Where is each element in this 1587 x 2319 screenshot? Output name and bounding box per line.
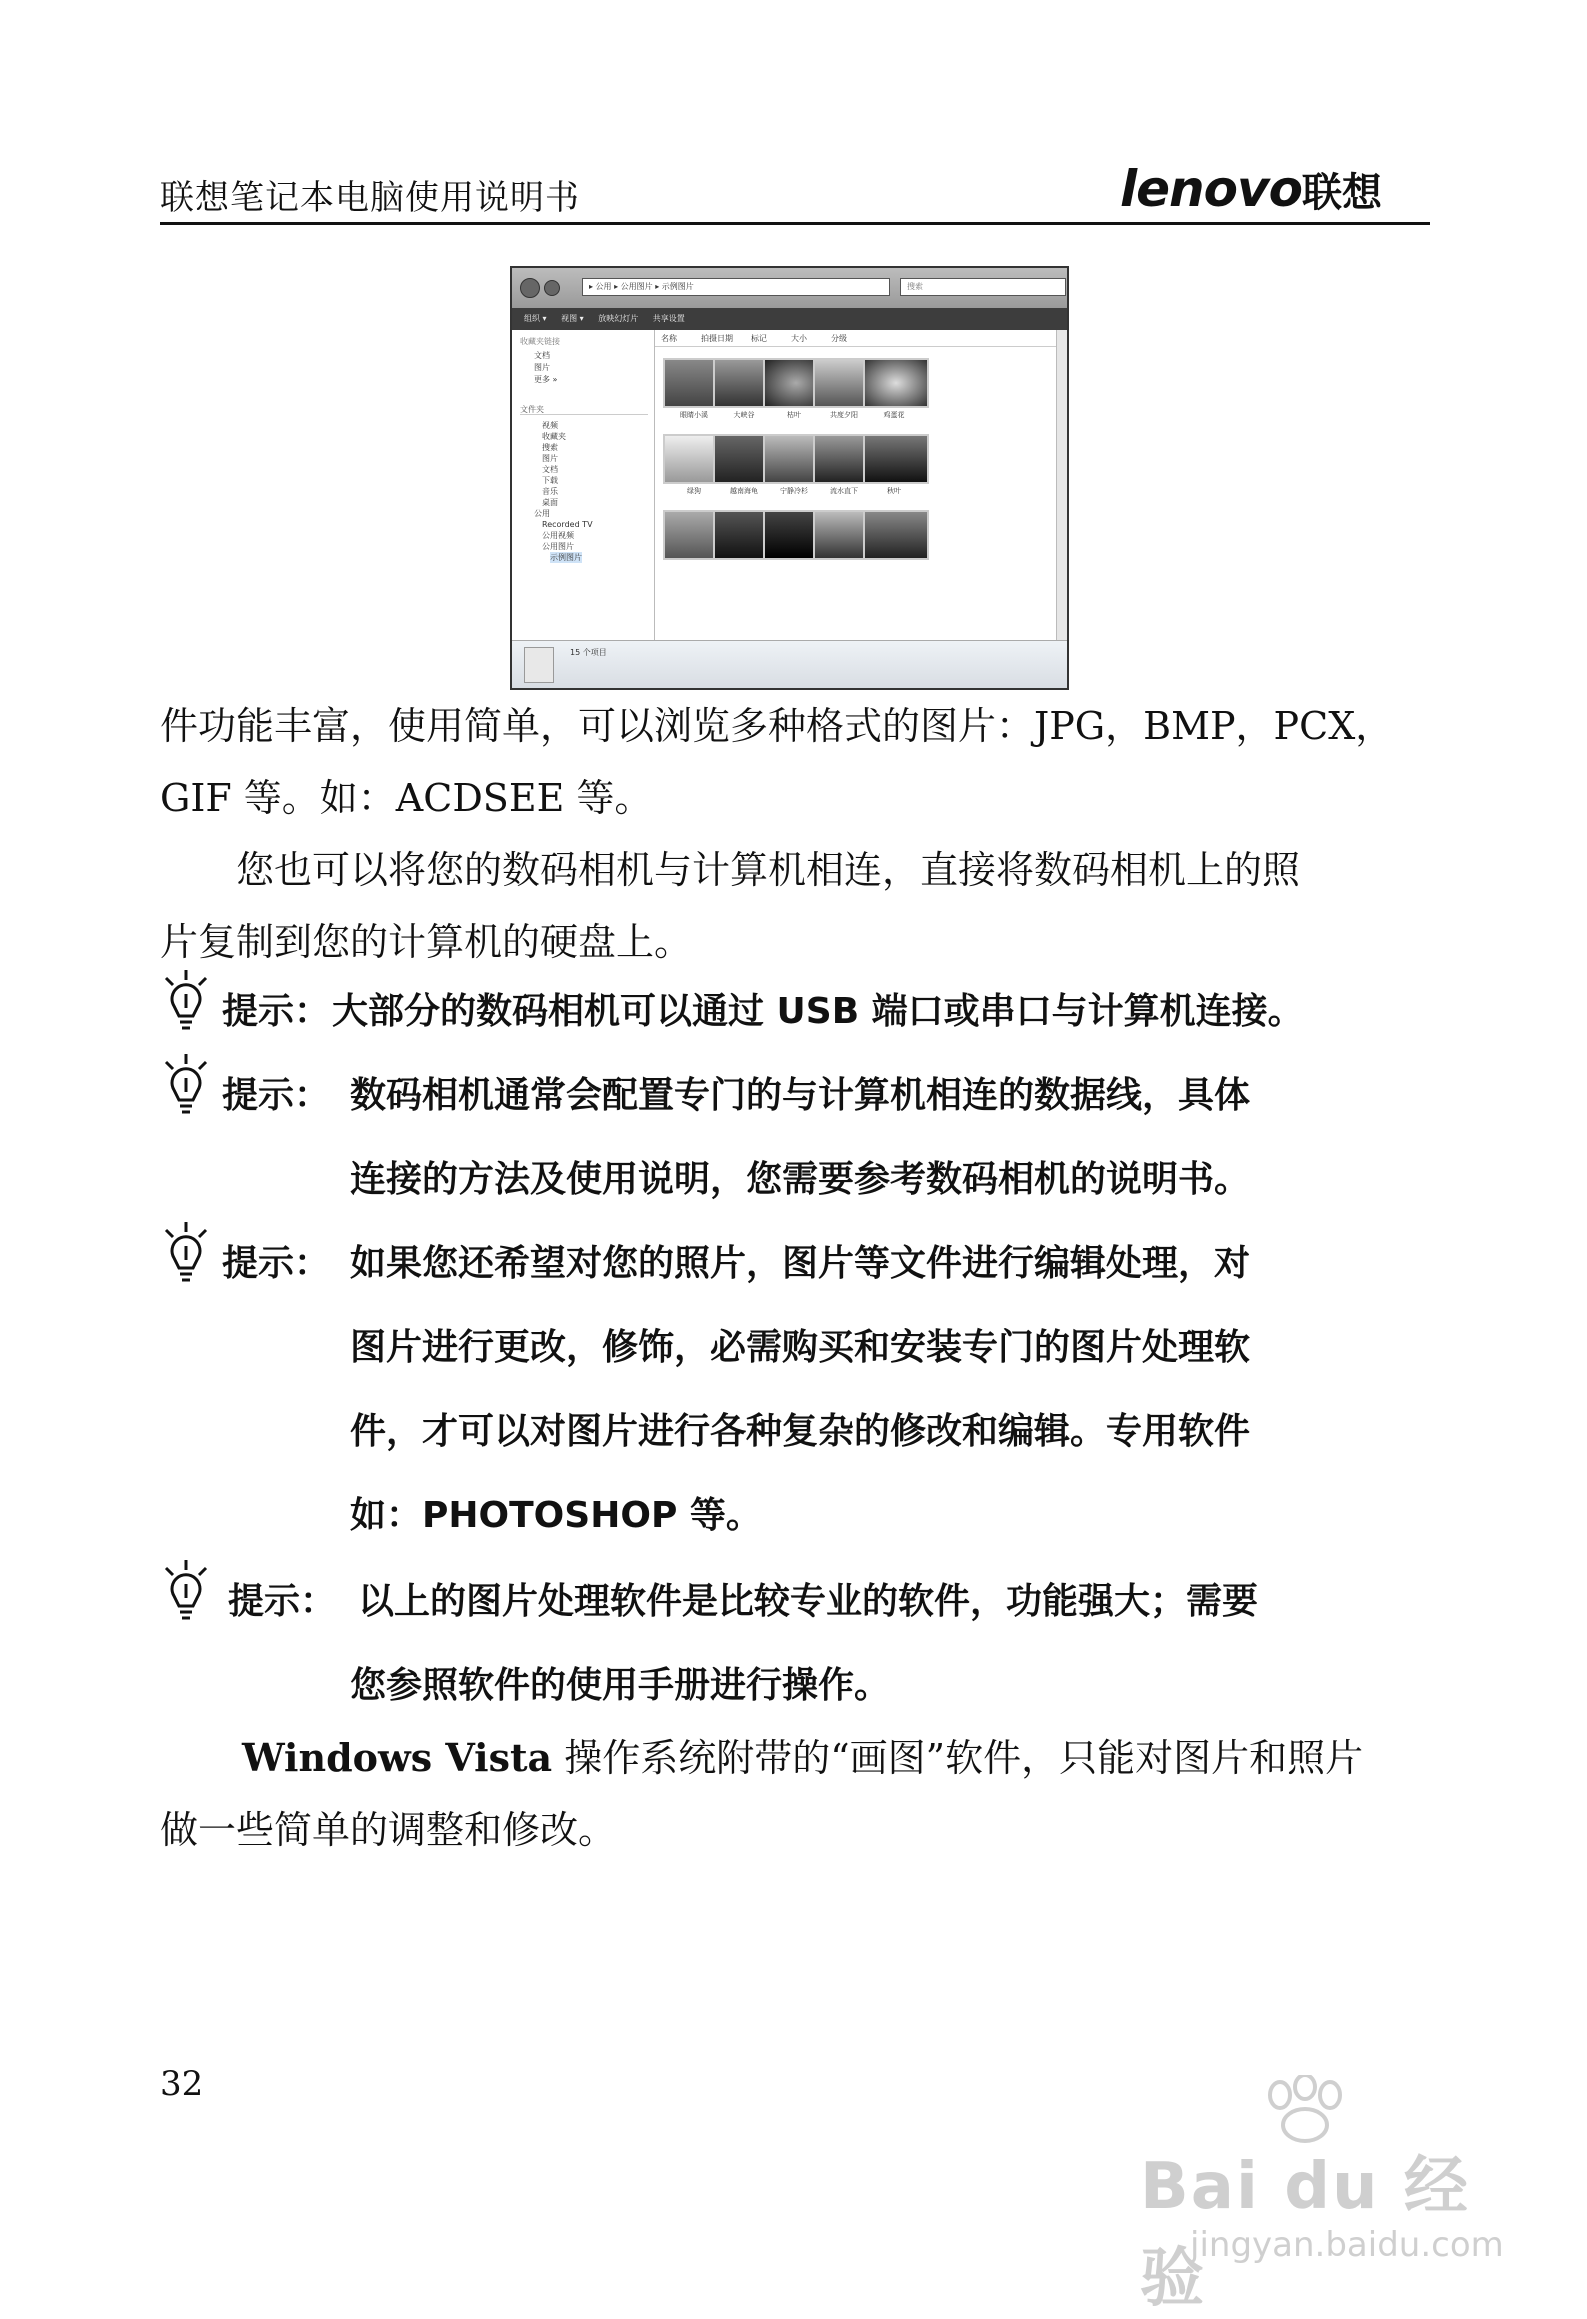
- header-rule: [160, 222, 1430, 225]
- header-title: 联想笔记本电脑使用说明书: [160, 178, 580, 218]
- favorite-item: 图片: [534, 363, 550, 372]
- address-bar-area: [512, 268, 1067, 308]
- toolbar-organize: 组织 ▾: [524, 314, 547, 323]
- column-tags: 标记: [751, 334, 767, 343]
- thumbnail-caption: 共度夕阳: [830, 411, 858, 419]
- folder-item: 图片: [542, 454, 558, 463]
- search-box: 搜索: [900, 278, 1066, 296]
- forward-icon: [544, 280, 560, 296]
- column-headers: [655, 330, 1057, 347]
- thumbnail-caption: 越南海龟: [730, 487, 758, 495]
- folder-icon: [524, 647, 554, 683]
- folder-item: 收藏夹: [542, 432, 566, 441]
- thumbnail-caption: 秋叶: [887, 487, 901, 495]
- tip-4: [160, 1560, 1440, 1728]
- lenovo-logo: [1120, 160, 1382, 218]
- folder-item-selected: 示例图片: [550, 553, 582, 562]
- tip-2-line-1: 数码相机通常会配置专门的与计算机相连的数据线，具体: [350, 1075, 1251, 1116]
- tip-2-line-2: 连接的方法及使用说明，您需要参考数码相机的说明书。: [350, 1159, 1251, 1200]
- paragraph-1-line-2: GIF 等。如：ACDSEE 等。: [160, 776, 653, 820]
- column-size: 大小: [791, 334, 807, 343]
- thumbnail-caption: 枯叶: [787, 411, 801, 419]
- paragraph-1-line-1: 件功能丰富，使用简单，可以浏览多种格式的图片：JPG，BMP，PCX，: [160, 704, 1394, 748]
- thumbnail-caption: 绿狗: [687, 487, 701, 495]
- thumbnail-caption: 宁静冷杉: [780, 487, 808, 495]
- thumbnail-caption: 鸡蛋花: [883, 411, 905, 419]
- tip-3-line-2: 图片进行更改，修饰，必需购买和安装专门的图片处理软: [350, 1327, 1251, 1368]
- tip-label: 提示：: [222, 1243, 331, 1284]
- photo-thumbnail: [863, 358, 929, 408]
- paragraph-2-line-2: 片复制到您的计算机的硬盘上。: [160, 920, 693, 964]
- explorer-screenshot: [510, 266, 1069, 690]
- folder-item: 公用: [534, 509, 550, 518]
- paragraph-3-line-1: [160, 1722, 1430, 1794]
- tip-2: [160, 1054, 1440, 1222]
- folder-item: 公用图片: [542, 542, 574, 551]
- lightbulb-icon: [160, 1220, 212, 1288]
- lenovo-logo-cn: 联想: [1301, 170, 1382, 216]
- tip-1-text: 大部分的数码相机可以通过 USB 端口或串口与计算机连接。: [332, 991, 1304, 1032]
- tip-3-line-1: 如果您还希望对您的照片，图片等文件进行编辑处理，对: [350, 1243, 1251, 1284]
- paragraph-3-line-2: 做一些简单的调整和修改。: [160, 1808, 617, 1852]
- lightbulb-icon: [160, 1558, 212, 1626]
- toolbar-view: 视图 ▾: [561, 314, 584, 323]
- details-pane: [512, 640, 1067, 689]
- tip-3-line-3: 件，才可以对图片进行各种复杂的修改和编辑。专用软件: [350, 1411, 1251, 1452]
- folder-item: 桌面: [542, 498, 558, 507]
- vertical-scrollbar: [1056, 330, 1067, 640]
- folder-item: 公用视频: [542, 531, 574, 540]
- navigation-pane: [512, 330, 655, 640]
- folder-item: 音乐: [542, 487, 558, 496]
- lightbulb-icon: [160, 1052, 212, 1120]
- toolbar-share: 共享设置: [652, 314, 685, 323]
- photo-thumbnail: [863, 434, 929, 484]
- folder-item: 搜索: [542, 443, 558, 452]
- lightbulb-icon: [160, 968, 212, 1036]
- thumbnail-caption: 大峡谷: [733, 411, 755, 419]
- column-date: 拍摄日期: [701, 334, 733, 343]
- toolbar-slideshow: 放映幻灯片: [598, 314, 639, 323]
- tip-3: [160, 1222, 1440, 1558]
- paragraph-3-line-1-rest: 操作系统附带的“画图”软件，只能对图片和照片: [552, 1736, 1364, 1780]
- favorite-item: 更多 »: [534, 375, 558, 384]
- column-rating: 分级: [831, 334, 847, 343]
- column-name: 名称: [661, 334, 677, 343]
- folder-item: 文档: [542, 465, 558, 474]
- page-number: 32: [160, 2064, 204, 2104]
- folder-item: 下载: [542, 476, 558, 485]
- folders-divider: [520, 414, 648, 415]
- explorer-toolbar: [512, 308, 1067, 330]
- photo-thumbnail: [863, 510, 929, 560]
- file-list: [655, 330, 1057, 640]
- tip-4-line-2: 您参照软件的使用手册进行操作。: [350, 1665, 891, 1706]
- back-icon: [520, 278, 540, 298]
- item-count: 15 个项目: [570, 648, 607, 657]
- tip-4-line-1: 以上的图片处理软件是比较专业的软件，功能强大；需要: [358, 1581, 1259, 1622]
- tip-3-line-4: 如：PHOTOSHOP 等。: [350, 1495, 762, 1536]
- favorite-item: 文档: [534, 351, 550, 360]
- thumbnail-caption: 眼睛小溪: [680, 411, 708, 419]
- folder-item: Recorded TV: [542, 520, 593, 529]
- tip-1: [160, 970, 1440, 1054]
- watermark-logo: Bai du 经验: [1140, 2150, 1470, 2316]
- tip-label: 提示：: [222, 991, 331, 1032]
- watermark-url: jingyan.baidu.com: [1190, 2225, 1504, 2265]
- folders-title: 文件夹: [520, 405, 544, 414]
- address-box: ▸ 公用 ▸ 公用图片 ▸ 示例图片: [582, 278, 890, 296]
- thumbnail-caption: 流水直下: [830, 487, 858, 495]
- tip-label: 提示：: [222, 1075, 331, 1116]
- tip-label: 提示：: [228, 1581, 337, 1622]
- folder-item: 视频: [542, 421, 558, 430]
- baidu-watermark: [1100, 2075, 1504, 2316]
- lenovo-logo-text: lenovo: [1120, 160, 1302, 218]
- favorites-title: 收藏夹链接: [520, 337, 560, 346]
- paragraph-2-line-1: 您也可以将您的数码相机与计算机相连，直接将数码相机上的照: [160, 848, 1301, 892]
- windows-vista-term: Windows Vista: [242, 1735, 553, 1780]
